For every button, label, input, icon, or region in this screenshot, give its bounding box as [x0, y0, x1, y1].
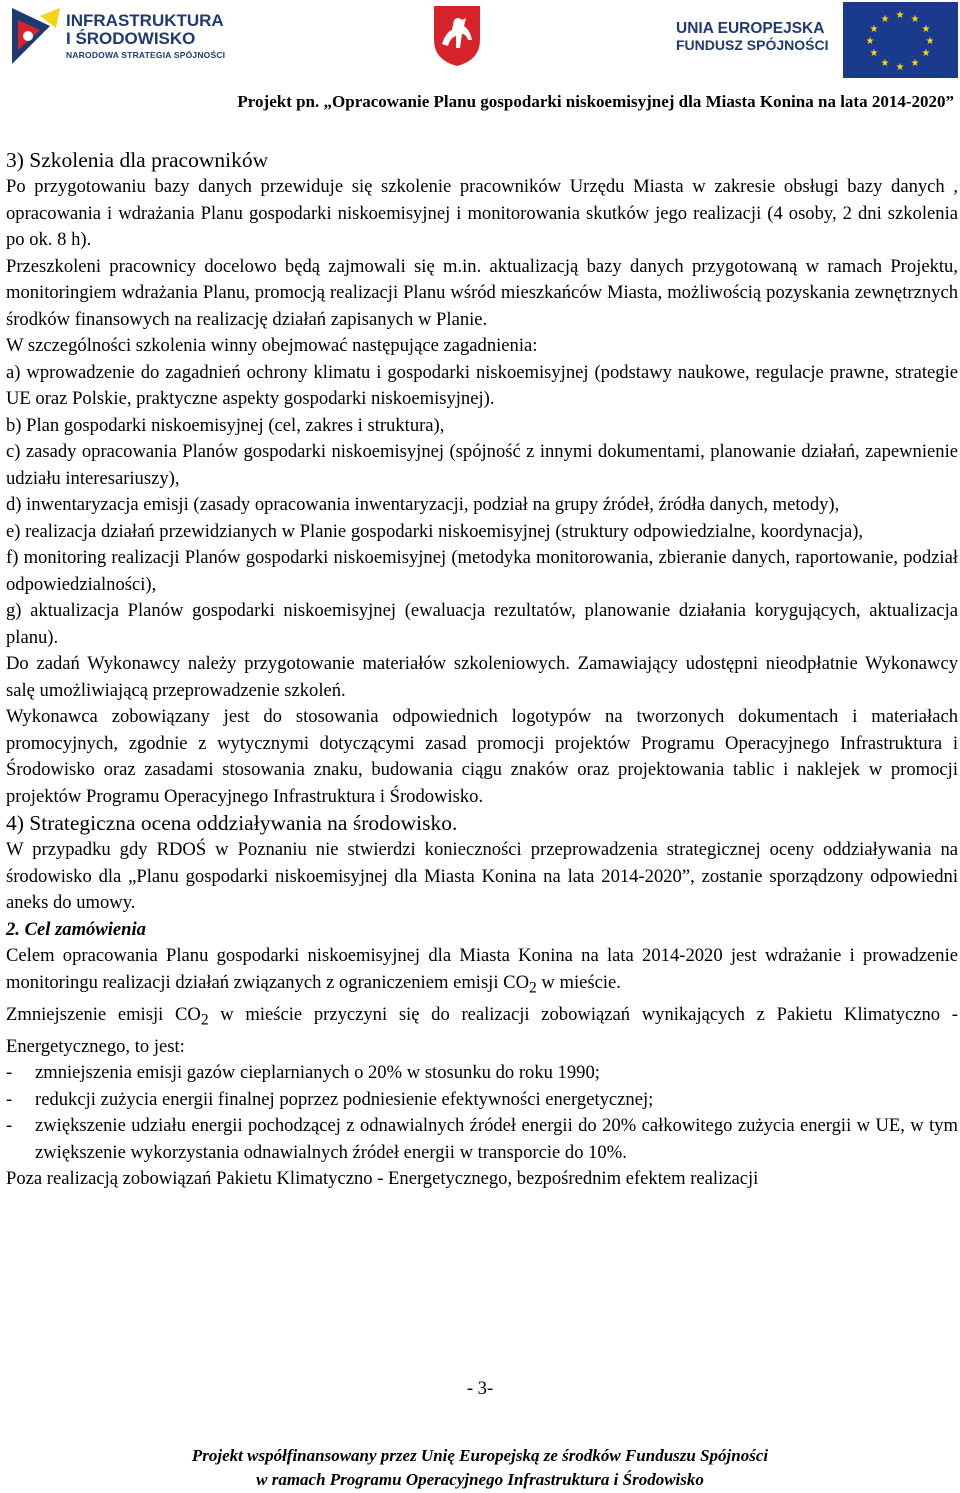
svg-text:★: ★: [880, 58, 890, 69]
paragraph: Po przygotowaniu bazy danych przewiduje się szkolenie pracowników Urzędu Miasta w zakresie obsługi bazy danych , opracowania i wdrażania Planu gospodarki niskoemisyjnej i monitorowania skutków jego realizacji (4 osoby, 2 dni szkolenia po ok. 8 h).: [6, 176, 958, 250]
logo-line2: I ŚRODOWISKO: [66, 29, 196, 48]
list-item: c) zasady opracowania Planów gospodarki niskoemisyjnej (spójność z innymi dokumentami, planowanie działań, zapewnienie udziału interesariuszy),: [6, 441, 958, 489]
document-body: [6, 146, 958, 1193]
svg-text:★: ★: [869, 48, 879, 59]
text-span: Celem opracowania Planu gospodarki niskoemisyjnej dla Miasta Konina na lata 2014-2020 jest wdrażanie i prowadzenie monitoringu realizacji działań związanych z ograniczeniem emisji CO: [6, 945, 958, 993]
page-header: [0, 0, 960, 120]
bullet-text: redukcji zużycia energii finalnej poprzez podniesienie efektywności energetycznej;: [35, 1088, 654, 1110]
eu-logo-text: [676, 20, 828, 54]
eu-line2: FUNDUSZ SPÓJNOŚCI: [676, 37, 829, 53]
svg-text:★: ★: [895, 62, 905, 73]
eu-line1: UNIA EUROPEJSKA: [676, 20, 825, 37]
bullet-item: [6, 1113, 958, 1166]
section-3-heading: 3) Szkolenia dla pracowników: [6, 148, 269, 172]
paragraph: Poza realizacją zobowiązań Pakietu Klimatyczno - Energetycznego, bezpośrednim efektem realizacji: [6, 1168, 759, 1190]
svg-text:★: ★: [925, 36, 935, 47]
list-item: e) realizacja działań przewidzianych w Planie gospodarki niskoemisyjnej (struktury odpowiedzialne, koordynacja),: [6, 520, 864, 542]
paragraph: Przeszkoleni pracownicy docelowo będą zajmowali się m.in. aktualizacją bazy danych przygotowaną w ramach Projektu, monitoringiem wdrażania Planu, promocją realizacji Planu wśród mieszkańców Miasta, możliwością pozyskania zewnętrznych środków finansowych na realizację działań zapisanych w Planie.: [6, 255, 958, 330]
list-item: a) wprowadzenie do zagadnień ochrony klimatu i gospodarki niskoemisyjnej (podstawy naukowe, regulacje prawne, strategie UE oraz Polskie, praktyczne aspekty gospodarki niskoemisyjnej).: [6, 361, 958, 409]
page-footer: [0, 1444, 960, 1492]
dash-marker: -: [6, 1115, 13, 1137]
list-item: g) aktualizacja Planów gospodarki niskoemisyjnej (ewaluacja rezultatów, planowanie działania korygujących, aktualizacja planu).: [6, 600, 958, 648]
svg-text:★: ★: [880, 14, 890, 25]
infrastruktura-emblem-icon: [10, 6, 62, 68]
subscript: 2: [529, 979, 537, 997]
svg-text:★: ★: [910, 14, 920, 25]
section-4-heading: 4) Strategiczna ocena oddziaływania na środowisko.: [6, 811, 458, 835]
paragraph: [6, 1002, 958, 1061]
list-item: b) Plan gospodarki niskoemisyjnej (cel, zakres i struktura),: [6, 414, 445, 436]
bullet-item: [6, 1060, 958, 1087]
svg-text:★: ★: [869, 24, 879, 35]
page-number: - 3-: [466, 1378, 494, 1399]
text-span: w mieście.: [536, 971, 621, 993]
list-item: f) monitoring realizacji Planów gospodarki niskoemisyjnej (metodyka monitorowania, zbieranie danych, raportowanie, podział odpowiedzialności),: [6, 547, 958, 595]
bullet-text: zwiększenie udziału energii pochodzącej z odnawialnych źródeł energii do 20% całkowitego zużycia energii w UE, w tym zwiększenie wykorzystania odnawialnych źródeł energii w transporcie do 10%.: [35, 1115, 958, 1163]
dash-marker: -: [6, 1088, 13, 1110]
svg-text:★: ★: [865, 36, 875, 47]
svg-text:★: ★: [921, 48, 931, 59]
footer-line2: w ramach Programu Operacyjnego Infrastruktura i Środowisko: [256, 1470, 704, 1489]
wielkopolska-coat-of-arms-icon: [432, 4, 482, 68]
svg-text:★: ★: [910, 58, 920, 69]
logo-line1: INFRASTRUKTURA: [66, 11, 224, 30]
text-span: Zmniejszenie emisji CO: [6, 1003, 201, 1025]
svg-text:★: ★: [895, 10, 905, 21]
paragraph: W przypadku gdy RDOŚ w Poznaniu nie stwierdzi konieczności przeprowadzenia strategicznej oceny oddziaływania na środowisko dla „Planu gospodarki niskoemisyjnej dla Miasta Konina na lata 2014-2020”, zostanie sporządzony odpowiedni aneks do umowy.: [6, 839, 958, 913]
paragraph: Wykonawca zobowiązany jest do stosowania odpowiednich logotypów na tworzonych dokumentach i materiałach promocyjnych, zgodnie z wytycznymi dotyczącymi zasad promocji projektów Programu Operacyjnego Infrastruktura i Środowisko oraz zasadami stosowania znaku, budowania ciągu znaków oraz projektowania tablic i naklejek w promocji projektów Programu Operacyjnego Infrastruktura i Środowisko.: [6, 706, 958, 807]
bullet-text: zmniejszenia emisji gazów cieplarnianych o 20% w stosunku do roku 1990;: [35, 1062, 600, 1084]
paragraph: Do zadań Wykonawcy należy przygotowanie materiałów szkoleniowych. Zamawiający udostępni nieodpłatnie Wykonawcy salę umożliwiającą przeprowadzenie szkoleń.: [6, 653, 958, 701]
dash-marker: -: [6, 1062, 13, 1084]
list-item: d) inwentaryzacja emisji (zasady opracowania inwentaryzacji, podział na grupy źródeł, źródła danych, metody),: [6, 494, 840, 515]
project-title: Projekt pn. „Opracowanie Planu gospodarki niskoemisyjnej dla Miasta Konina na lata 2014-2020”: [237, 92, 954, 111]
logo-line3: NARODOWA STRATEGIA SPÓJNOŚCI: [66, 50, 226, 60]
subscript: 2: [200, 1011, 209, 1029]
section-2-heading: 2. Cel zamówienia: [6, 918, 146, 940]
infrastruktura-logo: [10, 6, 230, 68]
bullet-item: [6, 1087, 958, 1114]
paragraph: W szczególności szkolenia winny obejmować następujące zagadnienia:: [6, 335, 538, 356]
text-span: w mieście przyczyni się do realizacji zobowiązań wynikających z Pakietu Klimatyczno - Energetycznego, to jest:: [6, 1003, 958, 1057]
footer-line1: Projekt współfinansowany przez Unię Europejską ze środków Funduszu Spójności: [191, 1446, 769, 1465]
eu-flag-icon: [843, 2, 958, 78]
paragraph: [6, 943, 958, 1002]
svg-text:★: ★: [921, 24, 931, 35]
